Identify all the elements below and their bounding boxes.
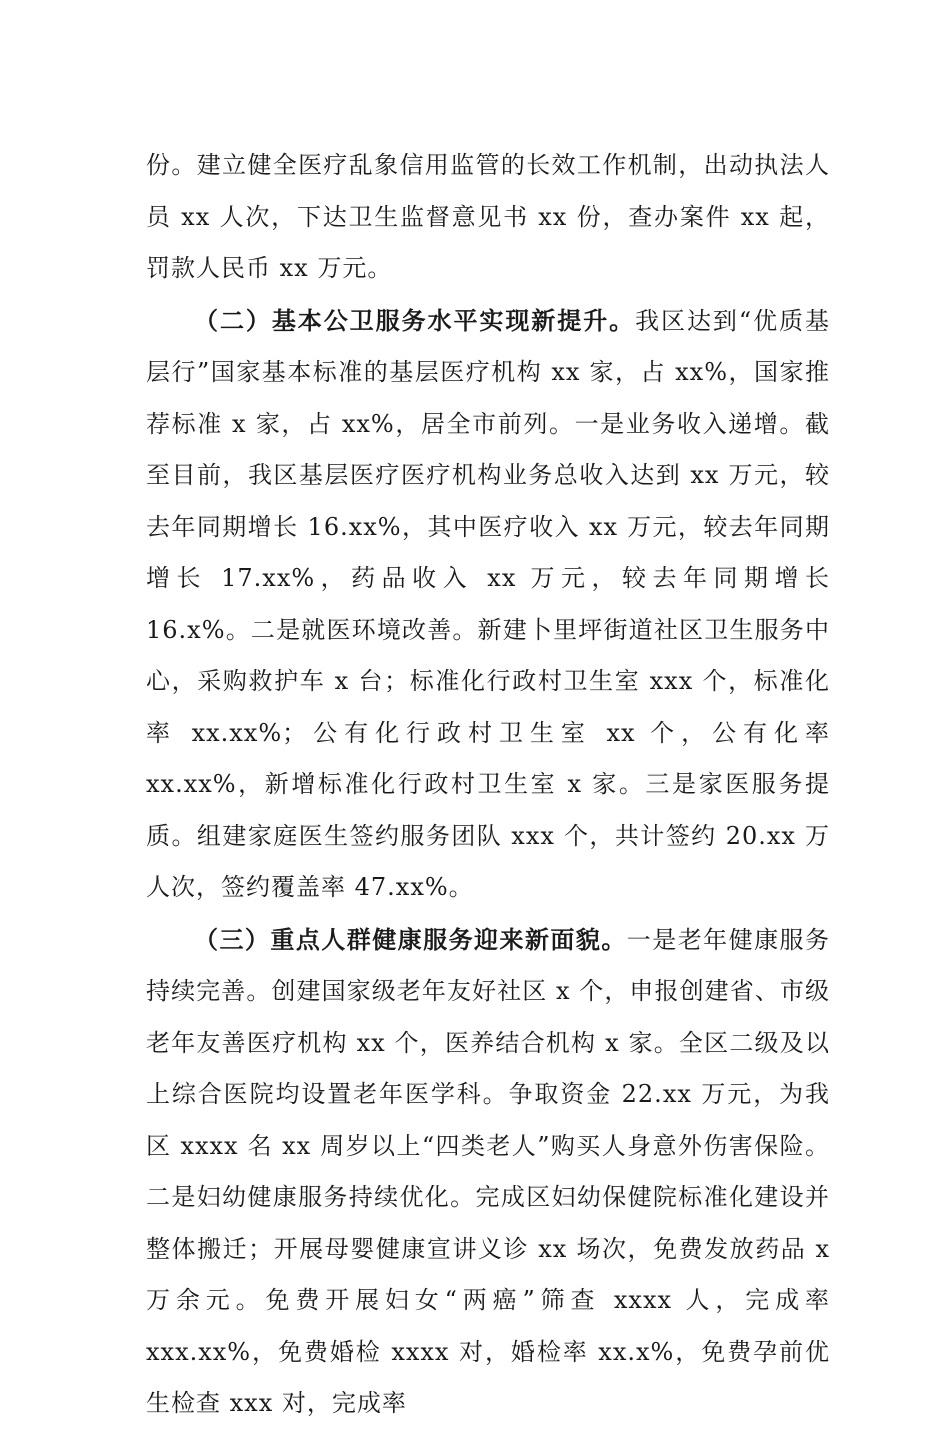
paragraph-2-text: 我区达到“优质基层行”国家基本标准的基层医疗机构 xx 家，占 xx%，国家推荐标准 x 家，占 xx%，居全市前列。一是业务收入递增。截至目前，我区基层医疗医疗机构业务总收入达到 xx 万元，较去年同期增长 16.xx%，其中医疗收入 xx 万元，较去年同期增长 17.xx%，药品收入 xx 万元，较去年同期增长 16.x%。二是就医环境改善。新建卜里坪街道社区卫生服务中心，采购救护车 x 台；标准化行政村卫生室 xxx 个，标准化率 xx.xx%；公有化行政村卫生室 xx 个，公有化率 xx.xx%，新增标准化行政村卫生室 x 家。三是家医服务提质。组建家庭医生签约服务团队 xxx 个，共计签约 20.xx 万人次，签约覆盖率 47.xx%。 — [146, 306, 830, 901]
document-body — [146, 140, 830, 1430]
paragraph-3-heading: （三）重点人群健康服务迎来新面貌。 — [194, 924, 627, 954]
paragraph-2 — [146, 295, 830, 914]
paragraph-3 — [146, 914, 830, 1430]
paragraph-3-text: 一是老年健康服务持续完善。创建国家级老年友好社区 x 个，申报创建省、市级老年友善医疗机构 xx 个，医养结合机构 x 家。全区二级及以上综合医院均设置老年医学科。争取资金 22.xx 万元，为我区 xxxx 名 xx 周岁以上“四类老人”购买人身意外伤害保险。二是妇幼健康服务持续优化。完成区妇幼保健院标准化建设并整体搬迁；开展母婴健康宣讲义诊 xx 场次，免费发放药品 x 万余元。免费开展妇女“两癌”筛查 xxxx 人，完成率 xxx.xx%，免费婚检 xxxx 对，婚检率 xx.x%，免费孕前优生检查 xxx 对，完成率 — [146, 925, 831, 1417]
paragraph-2-heading: （二）基本公卫服务水平实现新提升。 — [194, 305, 636, 335]
paragraph-1 — [146, 140, 830, 295]
paragraph-1-text: 份。建立健全医疗乱象信用监管的长效工作机制，出动执法人员 xx 人次，下达卫生监督意见书 xx 份，查办案件 xx 起，罚款人民币 xx 万元。 — [146, 151, 830, 282]
